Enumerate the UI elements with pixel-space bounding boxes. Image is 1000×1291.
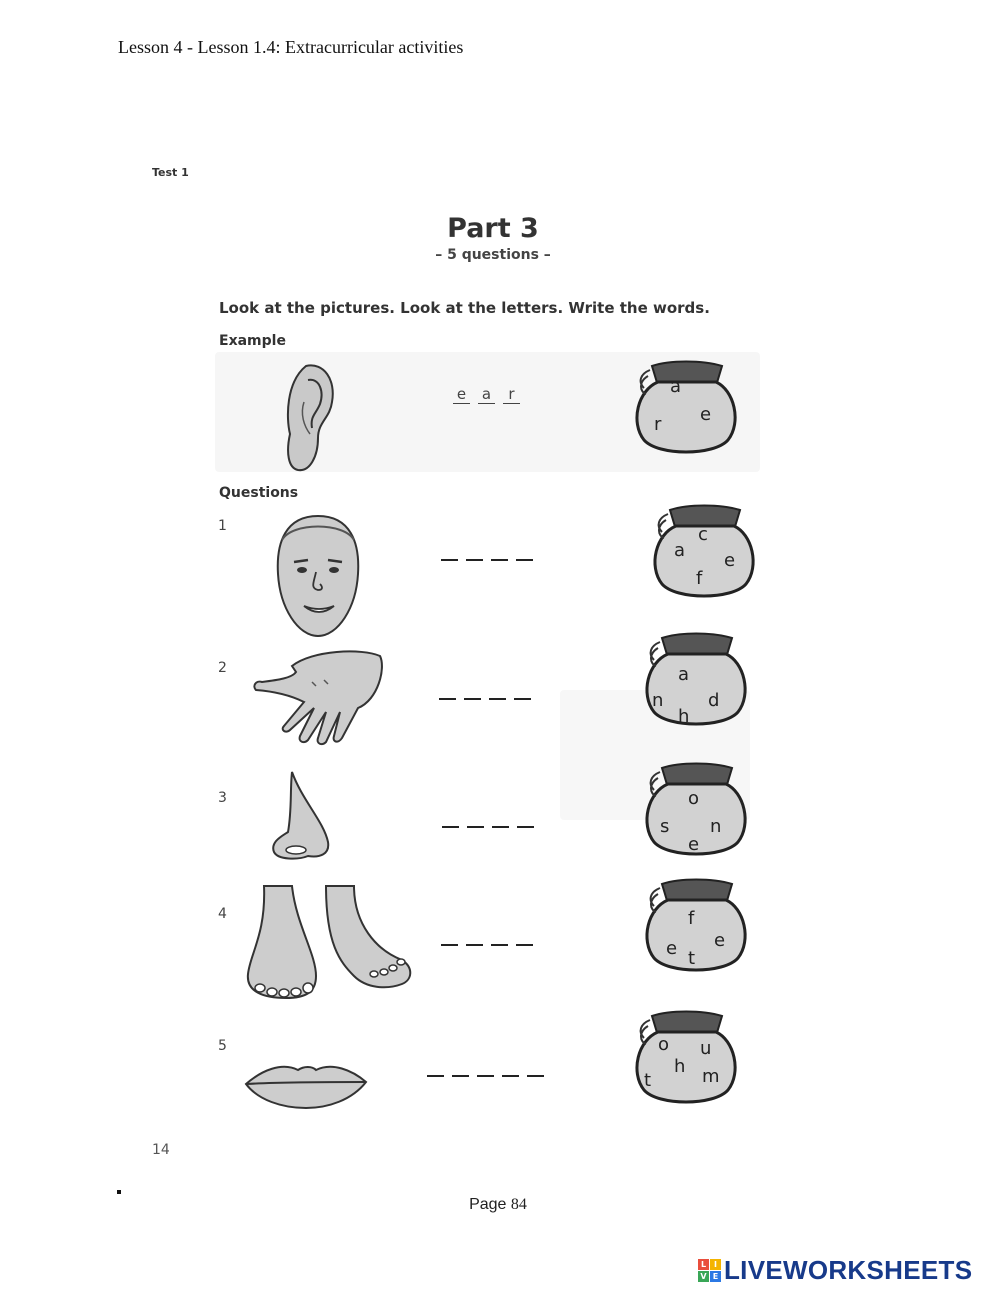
logo-tile: V [698, 1271, 709, 1282]
answer-blanks[interactable] [427, 1075, 544, 1077]
page-corner-number: 14 [152, 1142, 170, 1158]
blank[interactable] [527, 1075, 544, 1077]
page-footer-number: 84 [510, 1196, 527, 1213]
answer-blanks[interactable] [441, 944, 533, 946]
answer-blanks[interactable] [439, 698, 531, 700]
example-label: Example [219, 333, 286, 349]
face-picture [272, 512, 364, 640]
bag-letter: e [724, 550, 736, 571]
blank[interactable] [517, 826, 534, 828]
questions-label: Questions [219, 485, 299, 501]
bag-icon [630, 1010, 742, 1106]
question-number: 1 [218, 518, 227, 534]
blank[interactable] [441, 944, 458, 946]
example-answer-letter: r [503, 385, 520, 404]
part-title: Part 3 [447, 213, 539, 244]
question-number: 4 [218, 906, 227, 922]
part-subtitle: – 5 questions – [435, 247, 551, 263]
bag-letter: r [654, 414, 662, 435]
lesson-header: Lesson 4 - Lesson 1.4: Extracurricular activities [118, 37, 464, 57]
bag-letter: f [696, 568, 703, 589]
letter-bag-2 [640, 632, 752, 728]
question-number: 3 [218, 790, 227, 806]
logo-tile: E [710, 1271, 721, 1282]
blank[interactable] [441, 559, 458, 561]
letter-bag-3 [640, 762, 752, 858]
bullet-mark [117, 1190, 121, 1194]
page-footer-label: Page [469, 1196, 507, 1213]
bag-letter: m [702, 1066, 720, 1087]
bag-letter: d [708, 690, 720, 711]
bag-letter: o [658, 1034, 670, 1055]
bag-letter: e [700, 404, 712, 425]
blank[interactable] [491, 559, 508, 561]
bag-letter: a [670, 376, 682, 397]
example-answer-letter: e [453, 385, 470, 404]
bag-letter: e [714, 930, 726, 951]
blank[interactable] [442, 826, 459, 828]
bag-letter: a [678, 664, 690, 685]
bag-letter: n [652, 690, 664, 711]
logo-tile: I [710, 1259, 721, 1270]
ear-picture [284, 362, 336, 474]
bag-letter: u [700, 1038, 712, 1059]
bag-letter: t [644, 1070, 652, 1091]
blank[interactable] [466, 559, 483, 561]
nose-picture [268, 770, 334, 860]
page-footer [0, 1196, 996, 1214]
bag-letter: a [674, 540, 686, 561]
answer-blanks[interactable] [442, 826, 534, 828]
feet-picture [246, 884, 416, 1002]
bag-letter: e [666, 938, 678, 959]
logo-tile: L [698, 1259, 709, 1270]
bag-letter: h [678, 706, 690, 727]
liveworksheets-logo [698, 1255, 972, 1286]
blank[interactable] [477, 1075, 494, 1077]
blank[interactable] [502, 1075, 519, 1077]
example-answer [453, 385, 520, 404]
blank[interactable] [491, 944, 508, 946]
lips-picture [242, 1060, 370, 1110]
bag-letter: f [688, 908, 695, 929]
blank[interactable] [514, 698, 531, 700]
blank[interactable] [466, 944, 483, 946]
blank[interactable] [427, 1075, 444, 1077]
blank[interactable] [489, 698, 506, 700]
blank[interactable] [439, 698, 456, 700]
instructions: Look at the pictures. Look at the letters. Write the words. [219, 299, 710, 317]
example-answer-letter: a [478, 385, 495, 404]
blank[interactable] [464, 698, 481, 700]
bag-letter: n [710, 816, 722, 837]
bag-letter: h [674, 1056, 686, 1077]
bag-icon [640, 632, 752, 728]
bag-letter: t [688, 948, 696, 969]
bag-icon [648, 504, 760, 600]
bag-icon [630, 360, 742, 456]
letter-bag-example [630, 360, 742, 456]
bag-letter: s [660, 816, 670, 837]
blank[interactable] [516, 559, 533, 561]
test-label: Test 1 [152, 166, 189, 179]
question-number: 5 [218, 1038, 227, 1054]
blank[interactable] [467, 826, 484, 828]
bag-letter: c [698, 524, 708, 545]
question-number: 2 [218, 660, 227, 676]
bag-letter: o [688, 788, 700, 809]
blank[interactable] [452, 1075, 469, 1077]
hand-picture [252, 642, 388, 746]
letter-bag-4 [640, 878, 752, 974]
letter-bag-5 [630, 1010, 742, 1106]
bag-letter: e [688, 834, 700, 855]
answer-blanks[interactable] [441, 559, 533, 561]
letter-bag-1 [648, 504, 760, 600]
liveworksheets-logo-icon [698, 1259, 721, 1282]
bag-icon [640, 878, 752, 974]
blank[interactable] [516, 944, 533, 946]
liveworksheets-brand-name: LIVEWORKSHEETS [724, 1255, 973, 1285]
blank[interactable] [492, 826, 509, 828]
